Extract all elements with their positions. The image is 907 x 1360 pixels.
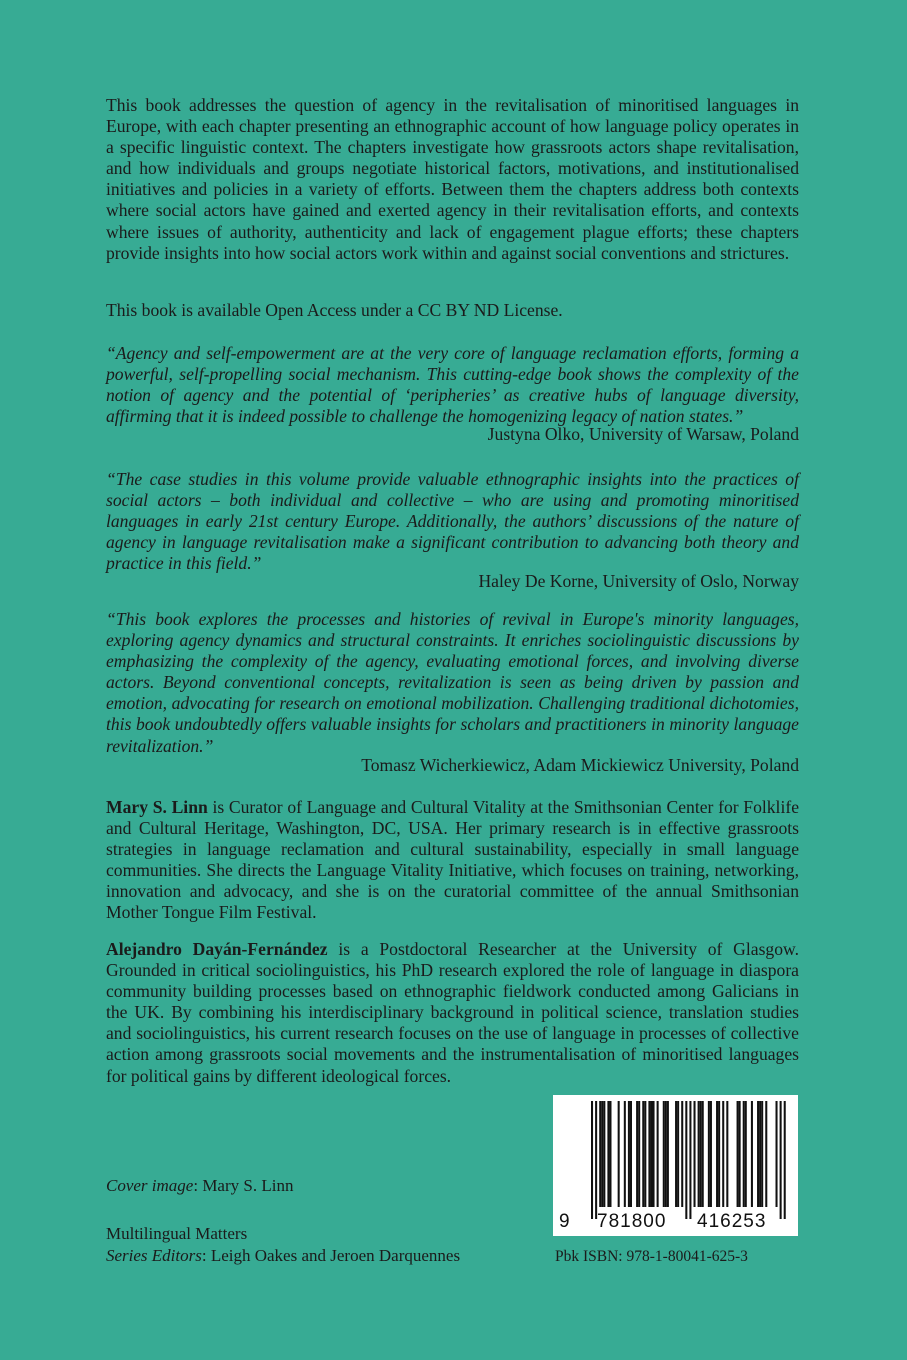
editor-name: Alejandro Dayán-Fernández <box>106 939 328 959</box>
isbn-barcode <box>553 1095 798 1236</box>
barcode-bar <box>776 1101 778 1207</box>
barcode-bar <box>609 1101 611 1207</box>
barcode-bar <box>759 1101 761 1207</box>
barcode-bar <box>698 1101 700 1207</box>
barcode-group-right: 416253 <box>697 1211 767 1232</box>
barcode-bar <box>650 1101 652 1207</box>
barcode-bar <box>677 1101 679 1207</box>
endorsement-author: Justyna Olko, University of Warsaw, Poland <box>487 424 799 444</box>
barcode-bar <box>657 1101 659 1207</box>
barcode-bar <box>745 1101 747 1207</box>
series-editors <box>106 1245 460 1266</box>
publisher-name: Multilingual Matters <box>106 1224 248 1243</box>
barcode-bar <box>607 1101 609 1207</box>
barcode-bar <box>737 1101 739 1207</box>
barcode-bar <box>689 1101 691 1219</box>
barcode-bar <box>603 1101 605 1207</box>
author-name: Mary S. Linn <box>106 797 208 817</box>
barcode-bar <box>780 1101 782 1219</box>
blurb-paragraph: This book addresses the question of agency in the revitalisation of minoritised languages in Europe, with each chapter presenting an ethnographic account of how language policy operates in a specific linguistic context. The chapters investigate how grassroots actors shape revitalisation, and how individuals and groups negotiate historical factors, motivations, and institutionalised initiatives and policies in a variety of efforts. Between them the chapters address both contexts where social actors have gained and exerted agency in their revitalisation efforts, and contexts where issues of authority, authenticity and lack of engagement plague efforts; these chapters provide insights into how social actors work within and against social conventions and strictures. <box>106 95 799 263</box>
barcode-group-left: 781800 <box>597 1211 667 1232</box>
barcode-bar <box>642 1101 644 1207</box>
series-editors-label: Series Editors <box>106 1246 202 1265</box>
barcode-bar <box>591 1101 593 1219</box>
barcode-bar <box>638 1101 640 1207</box>
barcode-bar <box>601 1101 603 1207</box>
endorsement-quote: “This book explores the processes and histories of revival in Europe's minority languages, exploring agency dynamics and structural constraints. It enriches sociolinguistic discussions by emphasizing the complexity of the agency, evaluating emotional forces, and involving diverse actors. Beyond conventional concepts, revitalization is seen as being driven by passion and emotion, advocating for research on emotional mobilization. Challenging traditional dichotomies, this book undoubtedly offers valuable insights for scholars and practitioners in minority language revitalization.” <box>106 609 799 756</box>
barcode-bar <box>694 1101 696 1207</box>
barcode-bar <box>599 1101 601 1207</box>
barcode-bar <box>716 1101 718 1207</box>
barcode-bar <box>718 1101 720 1207</box>
barcode-bar <box>765 1101 767 1207</box>
barcode-bar <box>710 1101 712 1207</box>
cover-image-value: : Mary S. Linn <box>193 1176 294 1195</box>
series-editors-value: : Leigh Oakes and Jeroen Darquennes <box>201 1246 461 1265</box>
barcode-bar <box>618 1101 620 1207</box>
barcode-bar <box>743 1101 745 1207</box>
barcode-bar <box>665 1101 667 1207</box>
barcode-bar <box>739 1101 741 1207</box>
barcode-bar <box>624 1101 626 1207</box>
barcode-bar <box>667 1101 669 1207</box>
barcode-bar <box>726 1101 728 1207</box>
barcode-bar <box>628 1101 630 1207</box>
endorsement-author: Haley De Korne, University of Oslo, Norway <box>478 571 799 591</box>
barcode-bar <box>751 1101 753 1207</box>
barcode-bar <box>685 1101 687 1219</box>
barcode-bar <box>636 1101 638 1207</box>
barcode-bar <box>648 1101 650 1207</box>
endorsement-quote: “Agency and self-empowerment are at the very core of language reclamation efforts, forming a powerful, self-propelling social mechanism. This cutting-edge book shows the complexity of the notion of agency and the potential of ‘peripheries’ as creative hubs of language diversity, affirming that it is indeed possible to challenge the homogenizing legacy of nation states.” <box>106 343 799 427</box>
editor-bio-text: is a Postdoctoral Researcher at the University of Glasgow. Grounded in critical sociolinguistics, his PhD research explored the role of language in diaspora community building processes based on ethnographic fieldwork conducted among Galicians in the UK. By combining his interdisciplinary background in political science, translation studies and sociolinguistics, his current research focuses on the use of language in processes of collective action among grassroots social movements and the instrumentalisation of minoritised languages for political gains by different ideological forces. <box>106 939 799 1086</box>
barcode-bar <box>653 1101 655 1207</box>
author-bio <box>106 797 799 924</box>
barcode-bar <box>595 1101 597 1219</box>
barcode-bar <box>630 1101 632 1207</box>
barcode-digit-first: 9 <box>559 1211 571 1232</box>
barcode-bar <box>702 1101 704 1207</box>
barcode-bar <box>761 1101 763 1207</box>
isbn-number: Pbk ISBN: 978-1-80041-625-3 <box>555 1248 748 1265</box>
barcode-bar <box>784 1101 786 1219</box>
editor-bio <box>106 939 799 1087</box>
author-bio-text: is Curator of Language and Cultural Vitality at the Smithsonian Center for Folklife and Cultural Heritage, Washington, DC, USA. Her primary research is in effective grassroots strategies in language reclamation and cultural sustainability, especially in small language communities. She directs the Language Vitality Initiative, which focuses on training, networking, innovation and advocacy, and she is on the curatorial committee of the annual Smithsonian Mother Tongue Film Festival. <box>106 797 800 923</box>
cover-image-label: Cover image <box>106 1176 194 1195</box>
barcode-bar <box>675 1101 677 1207</box>
endorsement-quote: “The case studies in this volume provide valuable ethnographic insights into the practices of social actors – both individual and collective – who are using and promoting minoritised languages in early 21st century Europe. Additionally, the authors’ discussions of the nature of agency in language revitalisation make a significant contribution to advancing both theory and practice in this field.” <box>106 469 799 574</box>
barcode-bar <box>722 1101 724 1207</box>
barcode-bar <box>700 1101 702 1207</box>
barcode-bar <box>757 1101 759 1207</box>
barcode-bar <box>663 1101 665 1207</box>
barcode-bar <box>681 1101 683 1207</box>
cover-image-credit <box>106 1175 293 1196</box>
barcode-bar <box>708 1101 710 1207</box>
endorsement-author: Tomasz Wicherkiewicz, Adam Mickiewicz University, Poland <box>361 755 799 775</box>
open-access-note: This book is available Open Access under a CC BY ND License. <box>106 300 563 320</box>
barcode-bar <box>644 1101 646 1207</box>
